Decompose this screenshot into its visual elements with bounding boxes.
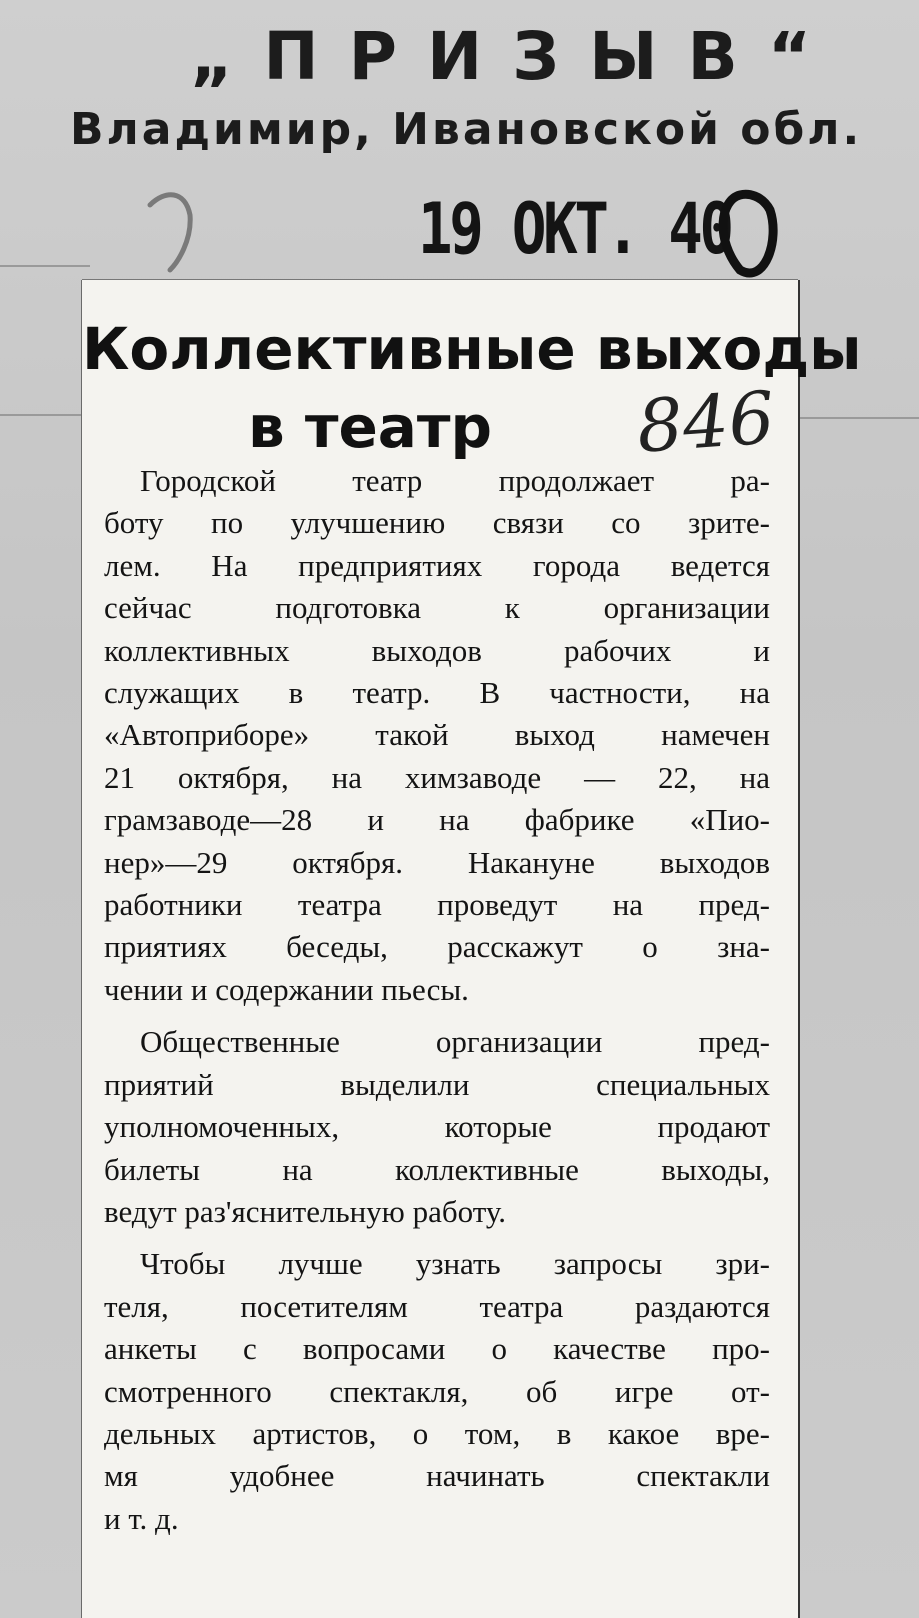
date-stamp: 19 ОКТ. 40 — [418, 188, 731, 270]
text-line: приятий выделили специальных — [104, 1066, 770, 1102]
handwritten-number: 846 — [634, 375, 778, 469]
text-line: дельных артистов, о том, в какое вре- — [104, 1415, 770, 1451]
text-line: Городской театр продолжает ра- — [140, 463, 770, 498]
text-line: уполномоченных, которые продают — [104, 1109, 770, 1145]
text-line: боту по улучшению связи со зрите- — [104, 505, 770, 541]
text-line: «Автоприборе» такой выход намечен — [104, 717, 770, 753]
headline-line: Коллективные выходы — [82, 315, 862, 383]
text-line: теля, посетителям театра раздаются — [104, 1288, 770, 1324]
card-ruling-line — [0, 265, 90, 267]
text-line: мя удобнее начинать спектакли — [104, 1458, 770, 1494]
headline-line: в театр — [247, 393, 493, 461]
card-ruling-line — [0, 414, 82, 416]
newspaper-name: „ПРИЗЫВ“ — [190, 18, 842, 95]
text-line: смотренного спектакля, об игре от- — [104, 1373, 770, 1409]
text-line: грамзаводе—28 и на фабрике «Пио- — [104, 802, 770, 838]
article-paragraph — [104, 1021, 770, 1233]
article-body — [104, 460, 770, 1550]
card-header — [0, 0, 919, 290]
text-line: работники театра проведут на пред- — [104, 887, 770, 923]
text-line: служащих в театр. В частности, на — [104, 675, 770, 711]
text-line: билеты на коллективные выходы, — [104, 1151, 770, 1187]
text-line: и т. д. — [104, 1500, 179, 1536]
text-line: коллективных выходов рабочих и — [104, 632, 770, 668]
newspaper-city: Владимир, Ивановской обл. — [70, 104, 863, 155]
text-line: ведут раз'яснительную работу. — [104, 1193, 506, 1229]
text-line: анкеты с вопросами о качестве про- — [104, 1331, 770, 1367]
card-ruling-line — [800, 417, 919, 419]
text-line: нер»—29 октября. Накануне выходов — [104, 844, 770, 880]
text-line: 21 октября, на химзаводе — 22, на — [104, 759, 770, 795]
pencil-mark-icon — [0, 0, 919, 290]
article-paragraph — [104, 460, 770, 1011]
text-line: приятиях беседы, расскажут о зна- — [104, 929, 770, 965]
article-paragraph — [104, 1243, 770, 1540]
text-line: сейчас подготовка к организации — [104, 590, 770, 626]
text-line: чении и содержании пьесы. — [104, 971, 469, 1007]
text-line: Чтобы лучше узнать запросы зри- — [140, 1246, 770, 1282]
text-line: лем. На предприятиях города ведется — [104, 547, 770, 583]
newspaper-clipping — [82, 280, 862, 1618]
text-line: Общественные организации пред- — [140, 1024, 770, 1060]
